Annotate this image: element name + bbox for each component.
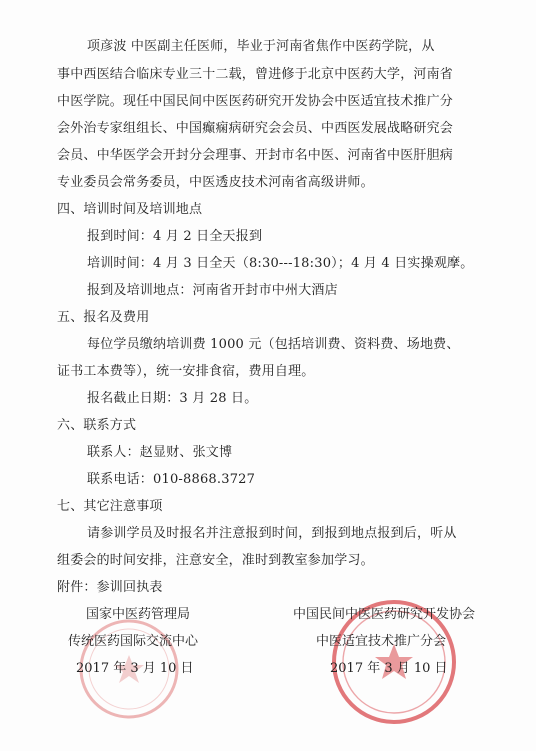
bio-line-2: 事中西医结合临床专业三十二载，曾进修于北京中医药大学，河南省 [57, 67, 454, 82]
section6-heading: 六、联系方式 [57, 418, 137, 433]
section7-heading: 七、其它注意事项 [57, 499, 163, 514]
right-signature-line-1: 中国民间中医医药研究开发协会 [293, 607, 476, 622]
bio-line-1: 项彦波 中医副主任医师，毕业于河南省焦作中医药学院，从 [87, 39, 435, 54]
attachment-note: 附件：参训回执表 [57, 580, 163, 595]
bio-line-4: 会外治专家组组长、中国癫痫病研究会会员、中西医发展战略研究会 [57, 121, 454, 136]
section5-line-2: 证书工本费等），统一安排食宿，费用自理。 [57, 364, 315, 379]
right-signature-line-2: 中医适宜技术推广分会 [316, 634, 447, 649]
bio-line-3: 中医学院。现任中国民间中医医药研究开发协会中医适宜技术推广分 [57, 94, 454, 109]
section7-line-1: 请参训学员及时报名并注意报到时间，到报到地点报到后，听从 [87, 526, 457, 541]
bio-line-5: 会员、中华医学会开封分会理事、开封市名中医、河南省中医肝胆病 [57, 148, 454, 163]
section4-line-3: 报到及培训地点：河南省开封市中州大酒店 [87, 283, 338, 298]
section5-line-3: 报名截止日期：3 月 28 日。 [87, 391, 258, 406]
left-signature-line-2: 传统医药国际交流中心 [68, 634, 199, 649]
section6-line-2: 联系电话：010-8868.3727 [87, 472, 256, 487]
left-signature-line-1: 国家中医药管理局 [86, 607, 191, 622]
left-signature-line-3: 2017 年 3 月 10 日 [76, 661, 194, 676]
section4-line-2: 培训时间：4 月 3 日全天（8:30---18:30）；4 月 4 日实操观摩。 [87, 256, 474, 271]
right-signature-line-3: 2017 年 3 月 10 日 [330, 661, 448, 676]
section6-line-1: 联系人：赵显财、张文博 [87, 445, 233, 460]
section7-line-2: 组委会的时间安排，注意安全，准时到教室参加学习。 [57, 553, 374, 568]
section5-line-1: 每位学员缴纳培训费 1000 元（包括培训费、资料费、场地费、 [87, 337, 460, 352]
bio-line-6: 专业委员会常务委员，中医透皮技术河南省高级讲师。 [57, 175, 374, 190]
section4-line-1: 报到时间：4 月 2 日全天报到 [87, 229, 263, 244]
section4-heading: 四、培训时间及培训地点 [57, 202, 203, 217]
section5-heading: 五、报名及费用 [57, 310, 150, 325]
